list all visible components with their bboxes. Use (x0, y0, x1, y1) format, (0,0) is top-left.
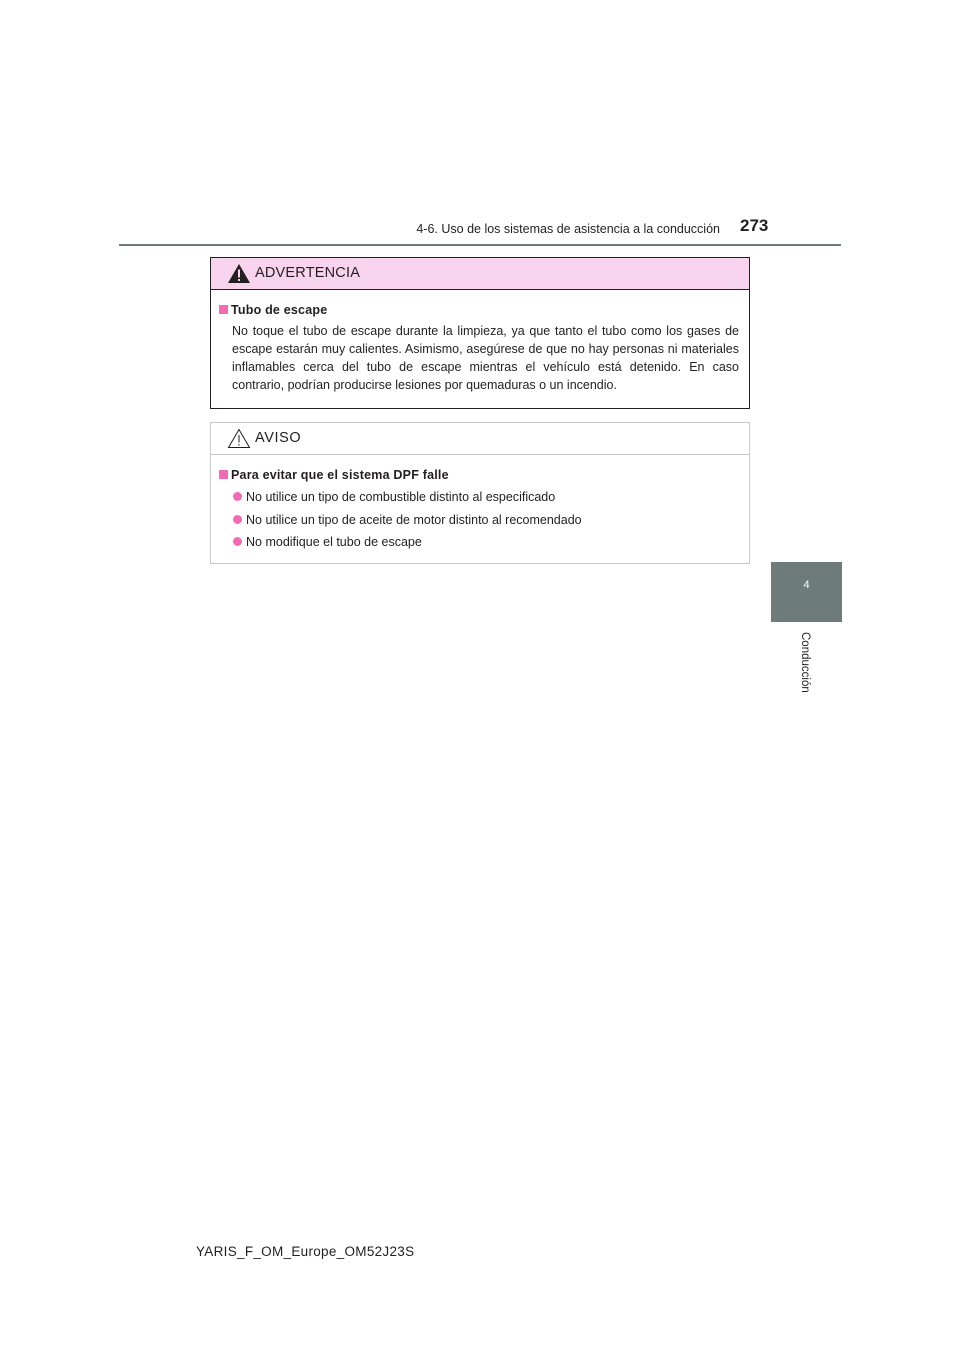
notice-box (210, 422, 750, 564)
square-bullet-icon (219, 470, 228, 479)
warning-box-body (211, 290, 749, 394)
header-rule (119, 244, 841, 246)
notice-box-body (211, 455, 749, 551)
warning-heading-text: Tubo de escape (231, 303, 328, 317)
warning-item-heading (219, 301, 739, 319)
warning-title: ADVERTENCIA (255, 265, 361, 281)
bullet-text: No utilice un tipo de combustible distinto al especificado (246, 490, 556, 504)
warning-box (210, 257, 750, 409)
chapter-label: Conducción (799, 632, 811, 693)
notice-bullet-list (233, 488, 739, 551)
bullet-text: No modifique el tubo de escape (246, 535, 422, 549)
document-code: YARIS_F_OM_Europe_OM52J23S (196, 1244, 415, 1259)
warning-paragraph: No toque el tubo de escape durante la limpieza, ya que tanto el tubo como los gases de escape estarán muy calientes. Asimismo, asegúrese de que no hay personas ni materiales inflamables cerca del tubo de escape mientras el vehículo está detenido. En caso contrario, podrían producirse lesiones por quemaduras o un incendio. (232, 324, 739, 392)
section-title: 4-6. Uso de los sistemas de asistencia a la conducción (416, 222, 720, 236)
list-item (233, 488, 739, 506)
circle-bullet-icon (233, 537, 242, 546)
chapter-tab: 4 (771, 562, 842, 622)
page-number: 273 (740, 216, 769, 235)
notice-item-heading (219, 466, 739, 484)
circle-bullet-icon (233, 515, 242, 524)
notice-heading-text: Para evitar que el sistema DPF falle (231, 468, 449, 482)
notice-box-header (211, 423, 749, 455)
square-bullet-icon (219, 305, 228, 314)
notice-title: AVISO (255, 430, 302, 446)
caution-triangle-outline-icon (227, 428, 251, 449)
bullet-text: No utilice un tipo de aceite de motor distinto al recomendado (246, 512, 582, 527)
list-item (233, 533, 739, 551)
warning-box-header (211, 258, 749, 290)
list-item (233, 511, 739, 529)
circle-bullet-icon (233, 492, 242, 501)
warning-triangle-icon (227, 263, 251, 284)
